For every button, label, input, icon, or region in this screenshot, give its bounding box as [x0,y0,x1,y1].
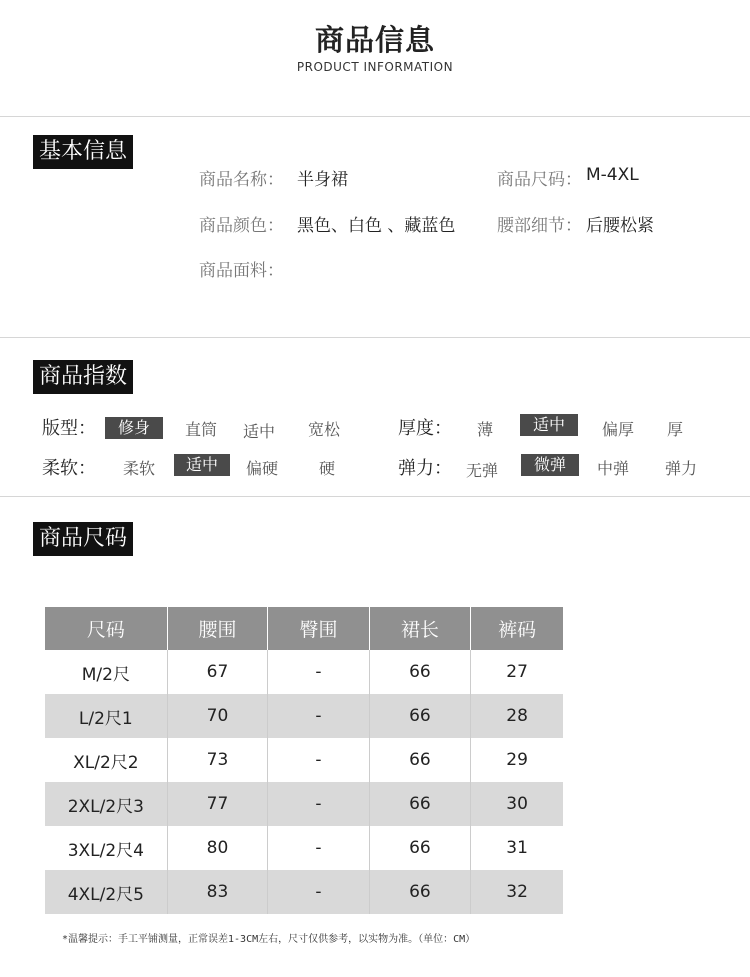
cell-length: 66 [369,650,471,694]
cell-waist: 73 [167,738,268,782]
cell-waist: 83 [167,870,268,914]
cell-size: 2XL/2尺3 [45,782,167,826]
option-elastic-none: 无弹 [465,461,498,480]
divider [0,496,750,497]
cell-hip: - [268,738,369,782]
cell-hip: - [268,870,369,914]
table-row [45,738,563,782]
cell-waist: 77 [167,782,268,826]
cell-hip: - [268,694,369,738]
section-label-product-index: 商品指数 [33,360,133,394]
option-fit-medium: 适中 [242,422,275,441]
cell-size: 3XL/2尺4 [45,826,167,870]
column-header-size: 尺码 [45,607,167,650]
info-key-name: 商品名称： [199,170,284,190]
cell-hip: - [268,826,369,870]
page-subtitle: PRODUCT INFORMATION [296,60,454,74]
table-row [45,650,563,694]
cell-hip: - [268,650,369,694]
cell-length: 66 [369,694,471,738]
info-value-size: M-4XL [586,165,639,185]
option-soft-hard: 硬 [318,459,335,478]
section-label-basic-info: 基本信息 [33,135,133,169]
column-header-waist: 腰围 [167,607,268,650]
cell-pants: 27 [471,650,563,694]
option-soft-medium: 适中 [174,454,230,476]
table-row [45,826,563,870]
info-key-size: 商品尺码： [497,170,582,190]
info-key-waist-detail: 腰部细节： [497,216,582,236]
cell-pants: 32 [471,870,563,914]
column-header-pants-size: 裤码 [471,607,563,650]
cell-length: 66 [369,738,471,782]
column-header-hip: 臀围 [268,607,369,650]
cell-waist: 67 [167,650,268,694]
option-thick-thin: 薄 [476,420,493,439]
option-fit-loose: 宽松 [307,420,340,439]
cell-size: 4XL/2尺5 [45,870,167,914]
cell-size: M/2尺 [45,650,167,694]
option-elastic-medium: 中弹 [596,459,629,478]
table-row [45,694,563,738]
size-table [45,607,563,914]
info-key-fabric: 商品面料： [199,261,284,281]
cell-length: 66 [369,782,471,826]
cell-pants: 29 [471,738,563,782]
cell-pants: 31 [471,826,563,870]
cell-waist: 70 [167,694,268,738]
index-key-softness: 柔软： [42,458,96,479]
cell-pants: 28 [471,694,563,738]
option-soft-soft: 柔软 [122,459,155,478]
index-key-thickness: 厚度： [398,418,452,439]
index-key-fit: 版型： [42,418,96,439]
cell-length: 66 [369,870,471,914]
option-thick-thicker: 偏厚 [601,420,634,439]
cell-length: 66 [369,826,471,870]
info-key-color: 商品颜色： [199,216,284,236]
option-fit-slim: 修身 [105,417,163,439]
option-elastic-high: 弹力 [664,459,697,478]
info-value-color: 黑色、白色 、藏蓝色 [297,216,456,236]
info-value-waist-detail: 后腰松紧 [586,216,654,236]
cell-waist: 80 [167,826,268,870]
info-value-name: 半身裙 [297,170,348,190]
cell-size: XL/2尺2 [45,738,167,782]
index-key-elasticity: 弹力： [398,458,452,479]
column-header-skirt-length: 裙长 [369,607,471,650]
cell-size: L/2尺1 [45,694,167,738]
option-elastic-slight: 微弹 [521,454,579,476]
option-thick-medium: 适中 [520,414,578,436]
cell-hip: - [268,782,369,826]
measurement-note: *温馨提示：手工平铺测量，正常误差1-3CM左右，尺寸仅供参考，以实物为准。（单位：CM） [62,934,476,945]
page-title: 商品信息 [314,23,435,57]
option-thick-thick: 厚 [666,420,683,439]
option-soft-firm: 偏硬 [245,459,278,478]
option-fit-straight: 直筒 [184,420,217,439]
divider [0,116,750,117]
size-table-header [45,607,563,650]
table-row [45,870,563,914]
section-label-size: 商品尺码 [33,522,133,556]
table-row [45,782,563,826]
divider [0,337,750,338]
cell-pants: 30 [471,782,563,826]
